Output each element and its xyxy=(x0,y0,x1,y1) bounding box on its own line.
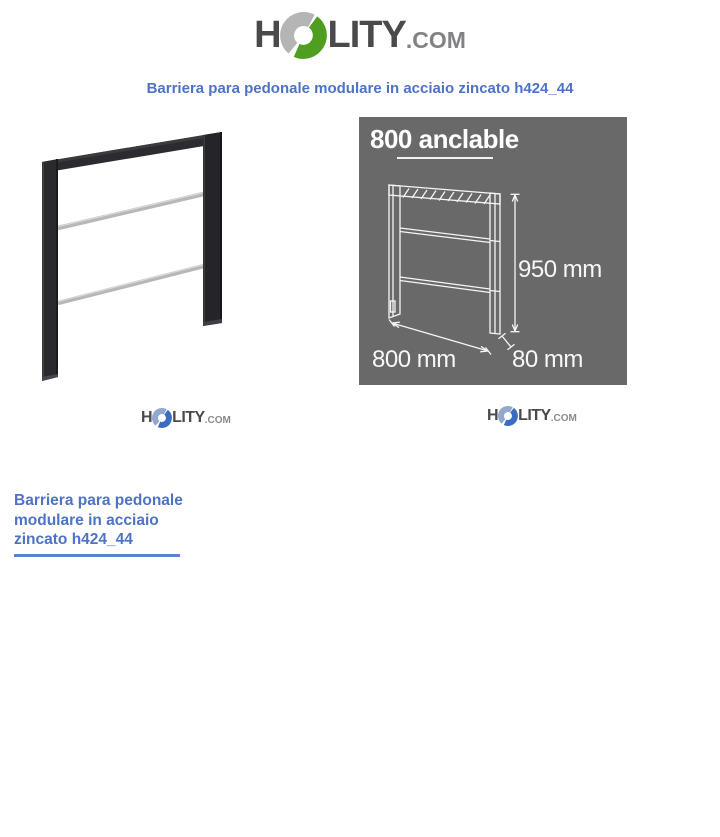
watermark-left-suffix: LITY xyxy=(172,409,205,426)
holity-logo[interactable] xyxy=(254,10,466,60)
depth-dimension-label: 80 mm xyxy=(512,346,583,373)
logo-tld: .COM xyxy=(405,27,466,53)
height-dimension-label: 950 mm xyxy=(518,256,602,283)
width-dimension-label: 800 mm xyxy=(372,346,456,373)
technical-drawing xyxy=(359,117,627,385)
logo-prefix: H xyxy=(254,14,281,56)
drawing-heading: 800 anclable xyxy=(370,124,519,154)
drawing-heading-underline xyxy=(397,157,493,159)
product-link-line: Barriera para pedonale xyxy=(14,492,183,509)
watermark-logo-left xyxy=(141,407,231,429)
watermark-left-o-icon xyxy=(152,408,172,428)
product-link-line: modulare in acciaio xyxy=(14,511,159,529)
watermark-logo-right xyxy=(487,405,577,427)
watermark-right-suffix: LITY xyxy=(518,407,551,424)
watermark-left-tld: .COM xyxy=(204,415,231,426)
product-link-line: zincato h424_44 xyxy=(14,531,133,548)
watermark-right-tld: .COM xyxy=(550,413,577,424)
barrier-photo-image xyxy=(20,110,320,400)
page-title: Barriera para pedonale modulare in acciaio zincato h424_44 xyxy=(146,80,574,97)
watermark-right-prefix: H xyxy=(487,407,499,424)
watermark-right-o-icon xyxy=(498,406,518,426)
holity-o-icon xyxy=(281,12,328,59)
watermark-left-prefix: H xyxy=(141,409,153,426)
product-link-underline xyxy=(14,554,180,557)
product-link[interactable] xyxy=(14,491,194,550)
logo-suffix: LITY xyxy=(327,14,406,56)
product-photo xyxy=(20,110,320,400)
